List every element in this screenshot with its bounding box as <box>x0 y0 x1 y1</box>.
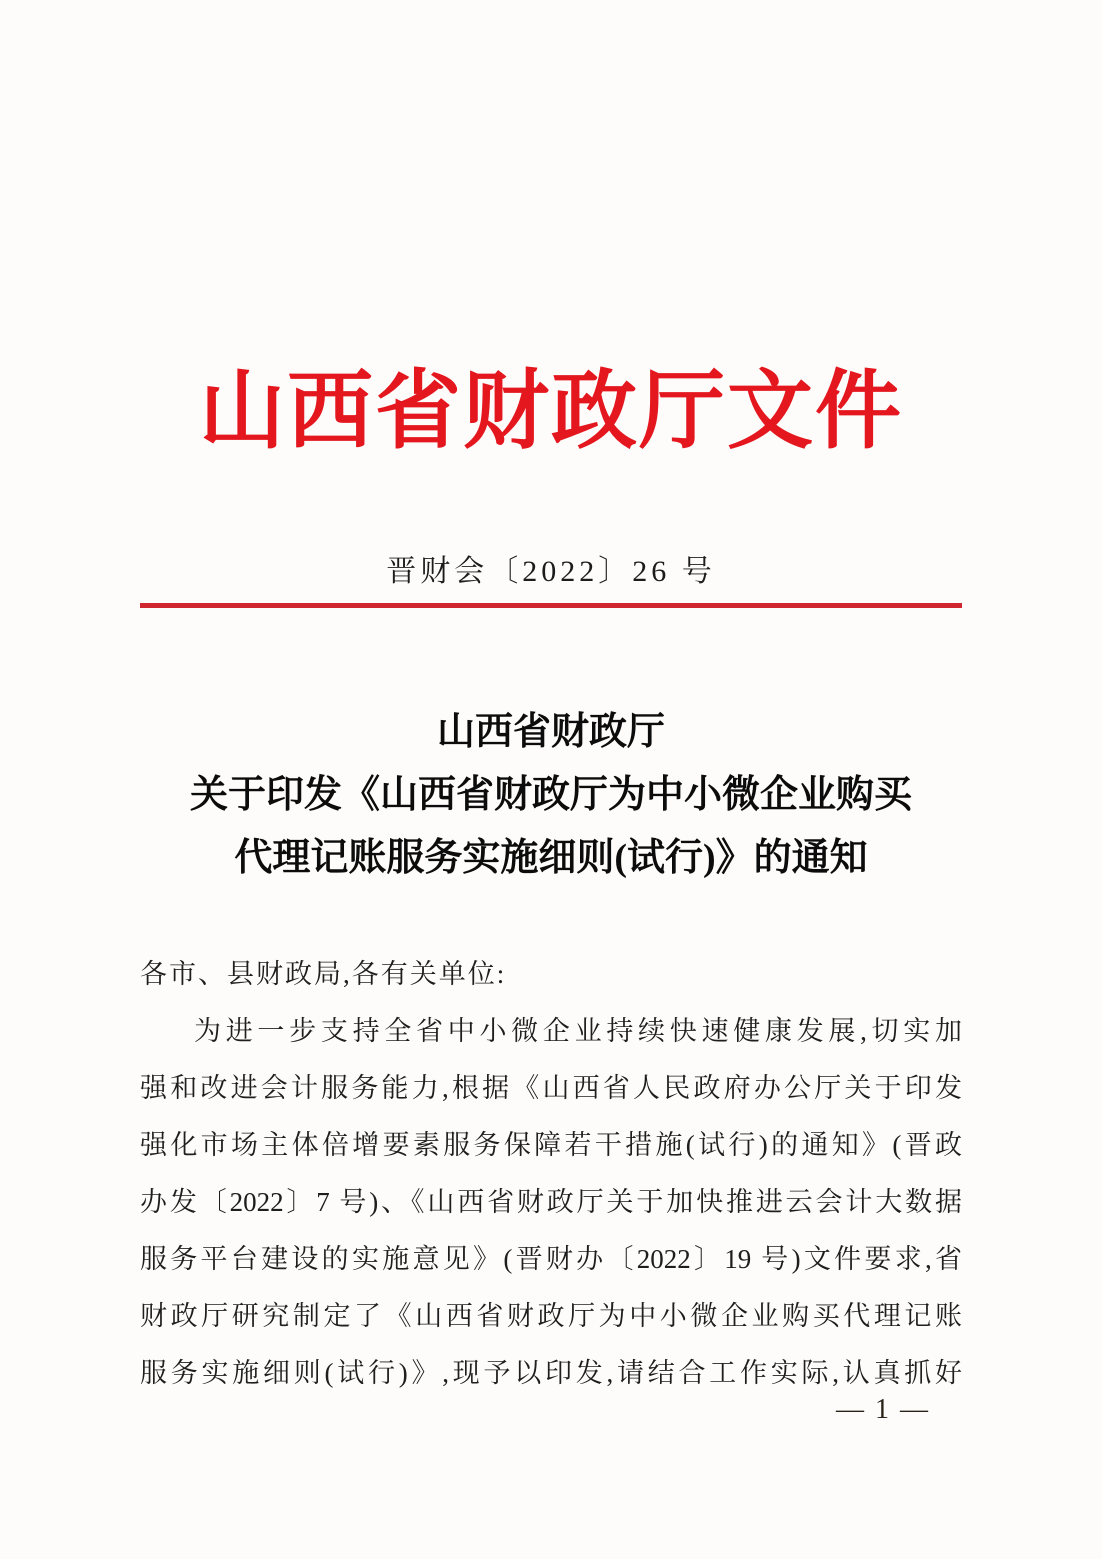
body-line: 财政厅研究制定了《山西省财政厅为中小微企业购买代理记账 <box>140 1301 962 1331</box>
document-title-line-1: 山西省财政厅 <box>436 711 665 753</box>
body-line: 强和改进会计服务能力,根据《山西省人民政府办公厅关于印发 <box>140 1073 962 1103</box>
document-number: 晋财会〔2022〕26 号 <box>386 555 716 588</box>
page-number: — 1 — <box>836 1394 930 1425</box>
document-title <box>140 701 962 890</box>
letterhead-title: 山西省财政厅文件 <box>199 363 903 459</box>
body-line: 强化市场主体倍增要素服务保障若干措施(试行)的通知》(晋政 <box>140 1130 962 1160</box>
body-line: 服务实施细则(试行)》,现予以印发,请结合工作实际,认真抓好 <box>140 1358 962 1388</box>
document-body <box>140 946 962 1402</box>
body-line: 为进一步支持全省中小微企业持续快速健康发展,切实加 <box>194 1016 962 1046</box>
document-title-line-3: 代理记账服务实施细则(试行)》的通知 <box>234 837 868 879</box>
document-title-line-2: 关于印发《山西省财政厅为中小微企业购买 <box>189 774 912 816</box>
salutation-line: 各市、县财政局,各有关单位: <box>140 959 507 989</box>
body-line: 办发〔2022〕7 号)、《山西省财政厅关于加快推进云会计大数据 <box>140 1187 962 1217</box>
red-separator-rule <box>140 603 962 608</box>
body-line: 服务平台建设的实施意见》(晋财办〔2022〕19 号)文件要求,省 <box>140 1244 962 1274</box>
